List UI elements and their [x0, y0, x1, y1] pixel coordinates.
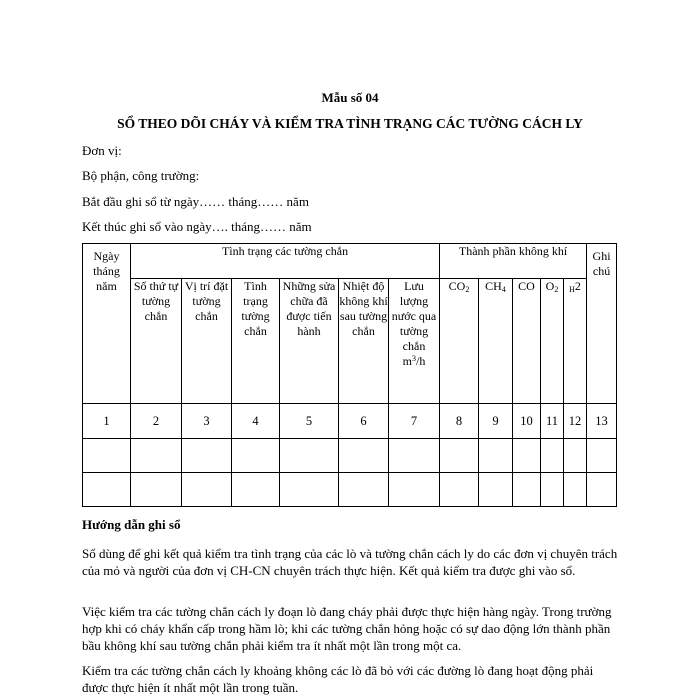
header-wall-condition: Tình trạng tường chắn [232, 279, 280, 404]
header-water-flow [389, 279, 440, 404]
empty-cell [389, 473, 440, 507]
header-air-composition: Thành phần không khí [440, 244, 587, 279]
empty-cell [564, 473, 587, 507]
start-date-field: Bắt đầu ghi sổ từ ngày…… tháng…… năm [82, 194, 309, 209]
document-title: SỔ THEO DÕI CHÁY VÀ KIỂM TRA TÌNH TRẠNG CÁC TƯỜNG CÁCH LY [117, 116, 583, 131]
column-number: 9 [479, 404, 513, 439]
ch4-subscript: 4 [501, 285, 506, 294]
column-number: 6 [339, 404, 389, 439]
record-table [82, 243, 617, 507]
column-number: 7 [389, 404, 440, 439]
header-air-temperature: Nhiệt độ không khí sau tường chắn [339, 279, 389, 404]
empty-cell [182, 439, 232, 473]
header-co2 [440, 279, 479, 404]
h2-label: 2 [574, 279, 581, 293]
header-wall-number: Số thứ tự tường chắn [131, 279, 182, 404]
empty-cell [513, 473, 541, 507]
empty-cell [280, 439, 339, 473]
column-number: 12 [564, 404, 587, 439]
column-number: 2 [131, 404, 182, 439]
o2-subscript: 2 [554, 285, 559, 294]
h2-subscript: H [569, 285, 575, 294]
guide-paragraph-3: Kiểm tra các tường chắn cách ly khoảng không các lò đã bỏ với các đường lò đang hoạt động phải được thực hiện ít nhất một lần trong tuần. [82, 663, 594, 695]
empty-row [83, 473, 617, 507]
empty-cell [479, 439, 513, 473]
empty-row [83, 439, 617, 473]
flow-unit: m [402, 354, 412, 368]
empty-cell [339, 439, 389, 473]
column-number: 4 [232, 404, 280, 439]
header-repairs: Những sửa chữa đã được tiến hành [280, 279, 339, 404]
end-date-field: Kết thúc ghi sổ vào ngày…. tháng…… năm [82, 219, 312, 234]
empty-cell [83, 439, 131, 473]
column-number: 5 [280, 404, 339, 439]
empty-cell [280, 473, 339, 507]
column-number: 3 [182, 404, 232, 439]
empty-cell [440, 473, 479, 507]
column-number: 11 [541, 404, 564, 439]
empty-cell [131, 439, 182, 473]
empty-cell [232, 473, 280, 507]
empty-cell [83, 473, 131, 507]
empty-cell [587, 473, 617, 507]
empty-cell [182, 473, 232, 507]
guide-heading: Hướng dẫn ghi sổ [82, 517, 181, 532]
empty-cell [131, 473, 182, 507]
department-field: Bộ phận, công trường: [82, 168, 200, 183]
header-ch4 [479, 279, 513, 404]
header-note: Ghi chú [587, 244, 617, 404]
guide-paragraph-2: Việc kiểm tra các tường chắn cách ly đoạn lò đang cháy phải được thực hiện hàng ngày. Trong trường hợp khi có cháy khẩn cấp trong hầm lò; khi các tường chắn hỏng hoặc có sự dao động lớn thành phần bầu không khí sau tường chắn phải kiểm tra ít nhất một lần trong một ca. [82, 604, 612, 653]
o2-label: O [545, 279, 555, 293]
co-label: CO [518, 279, 535, 293]
empty-cell [440, 439, 479, 473]
flow-unit-exponent: 3 [412, 354, 416, 363]
empty-cell [564, 439, 587, 473]
co2-label: CO [448, 279, 466, 293]
empty-cell [541, 473, 564, 507]
column-number-row [83, 404, 617, 439]
header-o2 [541, 279, 564, 404]
empty-cell [513, 439, 541, 473]
co2-subscript: 2 [465, 285, 470, 294]
empty-cell [587, 439, 617, 473]
column-number: 8 [440, 404, 479, 439]
empty-cell [339, 473, 389, 507]
header-h2 [564, 279, 587, 404]
flow-unit-denominator: /h [416, 354, 426, 368]
header-wall-status: Tình trạng các tường chắn [131, 244, 440, 279]
column-number: 13 [587, 404, 617, 439]
form-number: Mẫu số 04 [321, 90, 379, 105]
header-wall-position: Vị trí đặt tường chắn [182, 279, 232, 404]
header-date: Ngày tháng năm [83, 244, 131, 404]
empty-cell [389, 439, 440, 473]
column-number: 10 [513, 404, 541, 439]
empty-cell [232, 439, 280, 473]
empty-cell [541, 439, 564, 473]
guide-paragraph-1: Sổ dùng để ghi kết quả kiểm tra tình trạng của các lò và tường chắn cách ly do các đơn vị chuyên trách của mỏ và người của đơn vị CH-CN chuyên trách thực hiện. Kết quả kiểm tra được ghi vào sổ. [82, 546, 618, 578]
ch4-label: CH [485, 279, 502, 293]
unit-field: Đơn vị: [82, 143, 122, 158]
column-number: 1 [83, 404, 131, 439]
header-co [513, 279, 541, 404]
water-flow-label: Lưu lượng nước qua tường chắn [391, 279, 437, 353]
empty-cell [479, 473, 513, 507]
